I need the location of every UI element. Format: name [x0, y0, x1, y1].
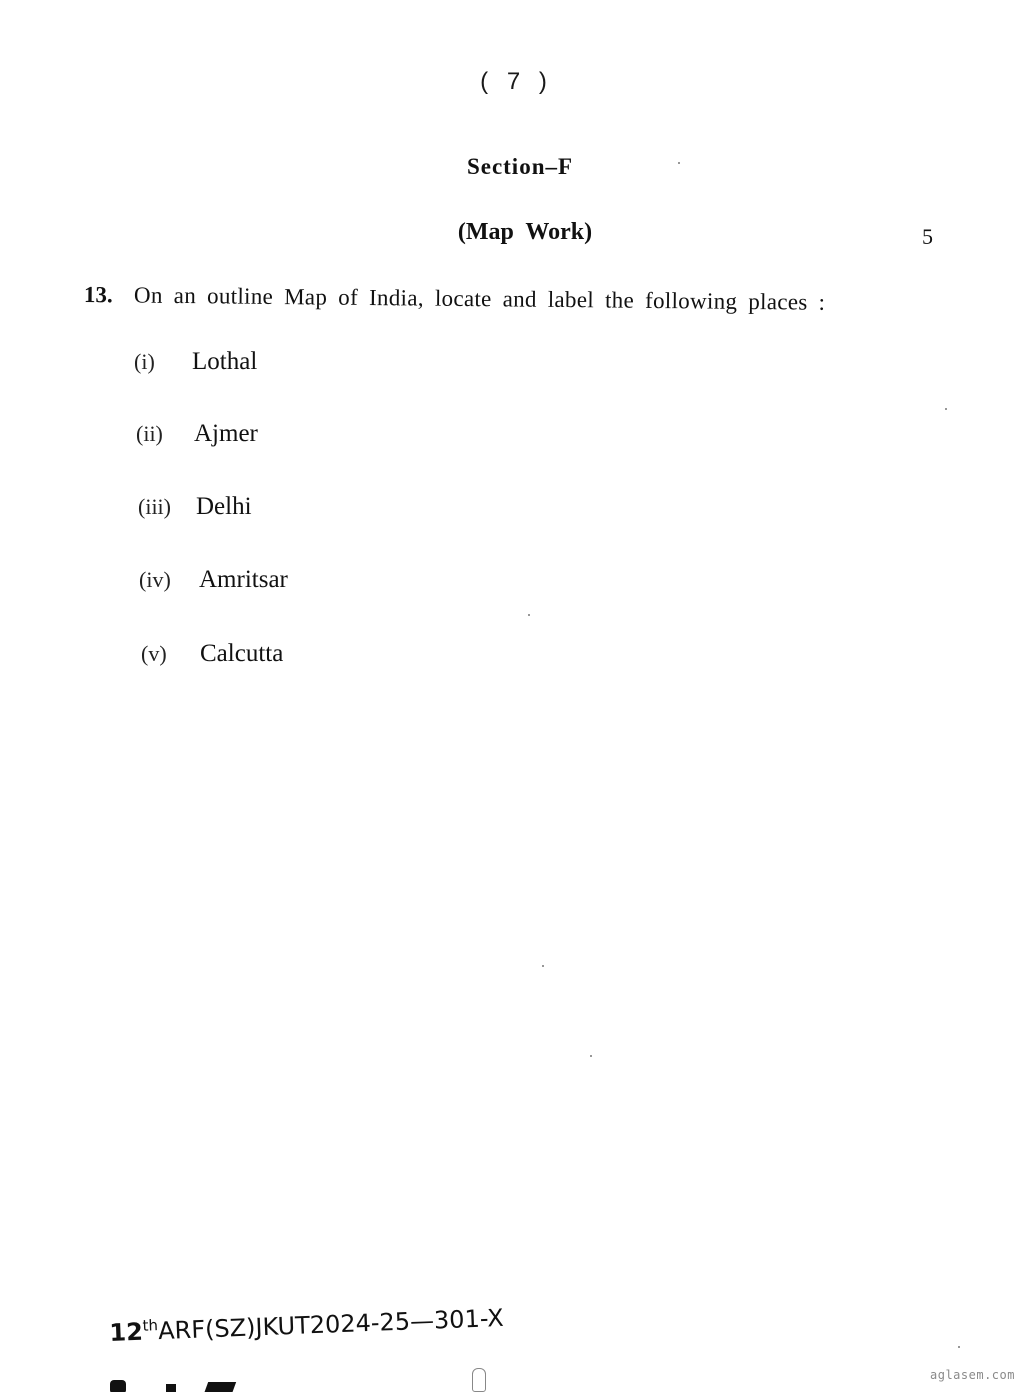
section-title: Section–F [466, 154, 574, 179]
list-item [139, 566, 288, 594]
page-number: ( 7 ) [480, 68, 553, 95]
item-roman: (ii) [136, 421, 163, 446]
scan-speck [542, 965, 544, 967]
list-item [138, 493, 252, 521]
question-number: 13. [83, 282, 113, 308]
watermark: aglasem.com [930, 1368, 1015, 1382]
list-item [141, 640, 283, 668]
scan-mark-icon [472, 1368, 486, 1392]
cutoff-mark [108, 1378, 258, 1392]
item-roman: (v) [141, 641, 167, 666]
item-label: Amritsar [199, 566, 288, 593]
footer-grade-suffix: th [142, 1316, 159, 1335]
section-subtitle: (Map Work) [457, 219, 593, 245]
item-label: Delhi [196, 493, 252, 520]
scan-speck [678, 162, 680, 164]
scan-speck [590, 1055, 592, 1057]
item-roman: (iv) [139, 567, 171, 592]
scan-speck [958, 1346, 960, 1348]
question-text: On an outline Map of India, locate and label the following places : [133, 282, 826, 315]
list-item [134, 348, 257, 376]
scan-speck [945, 408, 947, 410]
item-label: Ajmer [194, 420, 258, 447]
question [84, 282, 924, 317]
item-label: Calcutta [200, 640, 284, 667]
footer-code [109, 1303, 504, 1347]
scan-speck [528, 614, 530, 616]
footer-paper-code: ARF(SZ)JKUT2024-25—301-X [157, 1303, 505, 1346]
item-roman: (i) [134, 349, 155, 374]
item-label: Lothal [192, 348, 258, 375]
marks-label: 5 [922, 224, 933, 249]
list-item [136, 420, 258, 448]
footer-grade: 12 [108, 1317, 144, 1347]
item-roman: (iii) [138, 494, 171, 519]
